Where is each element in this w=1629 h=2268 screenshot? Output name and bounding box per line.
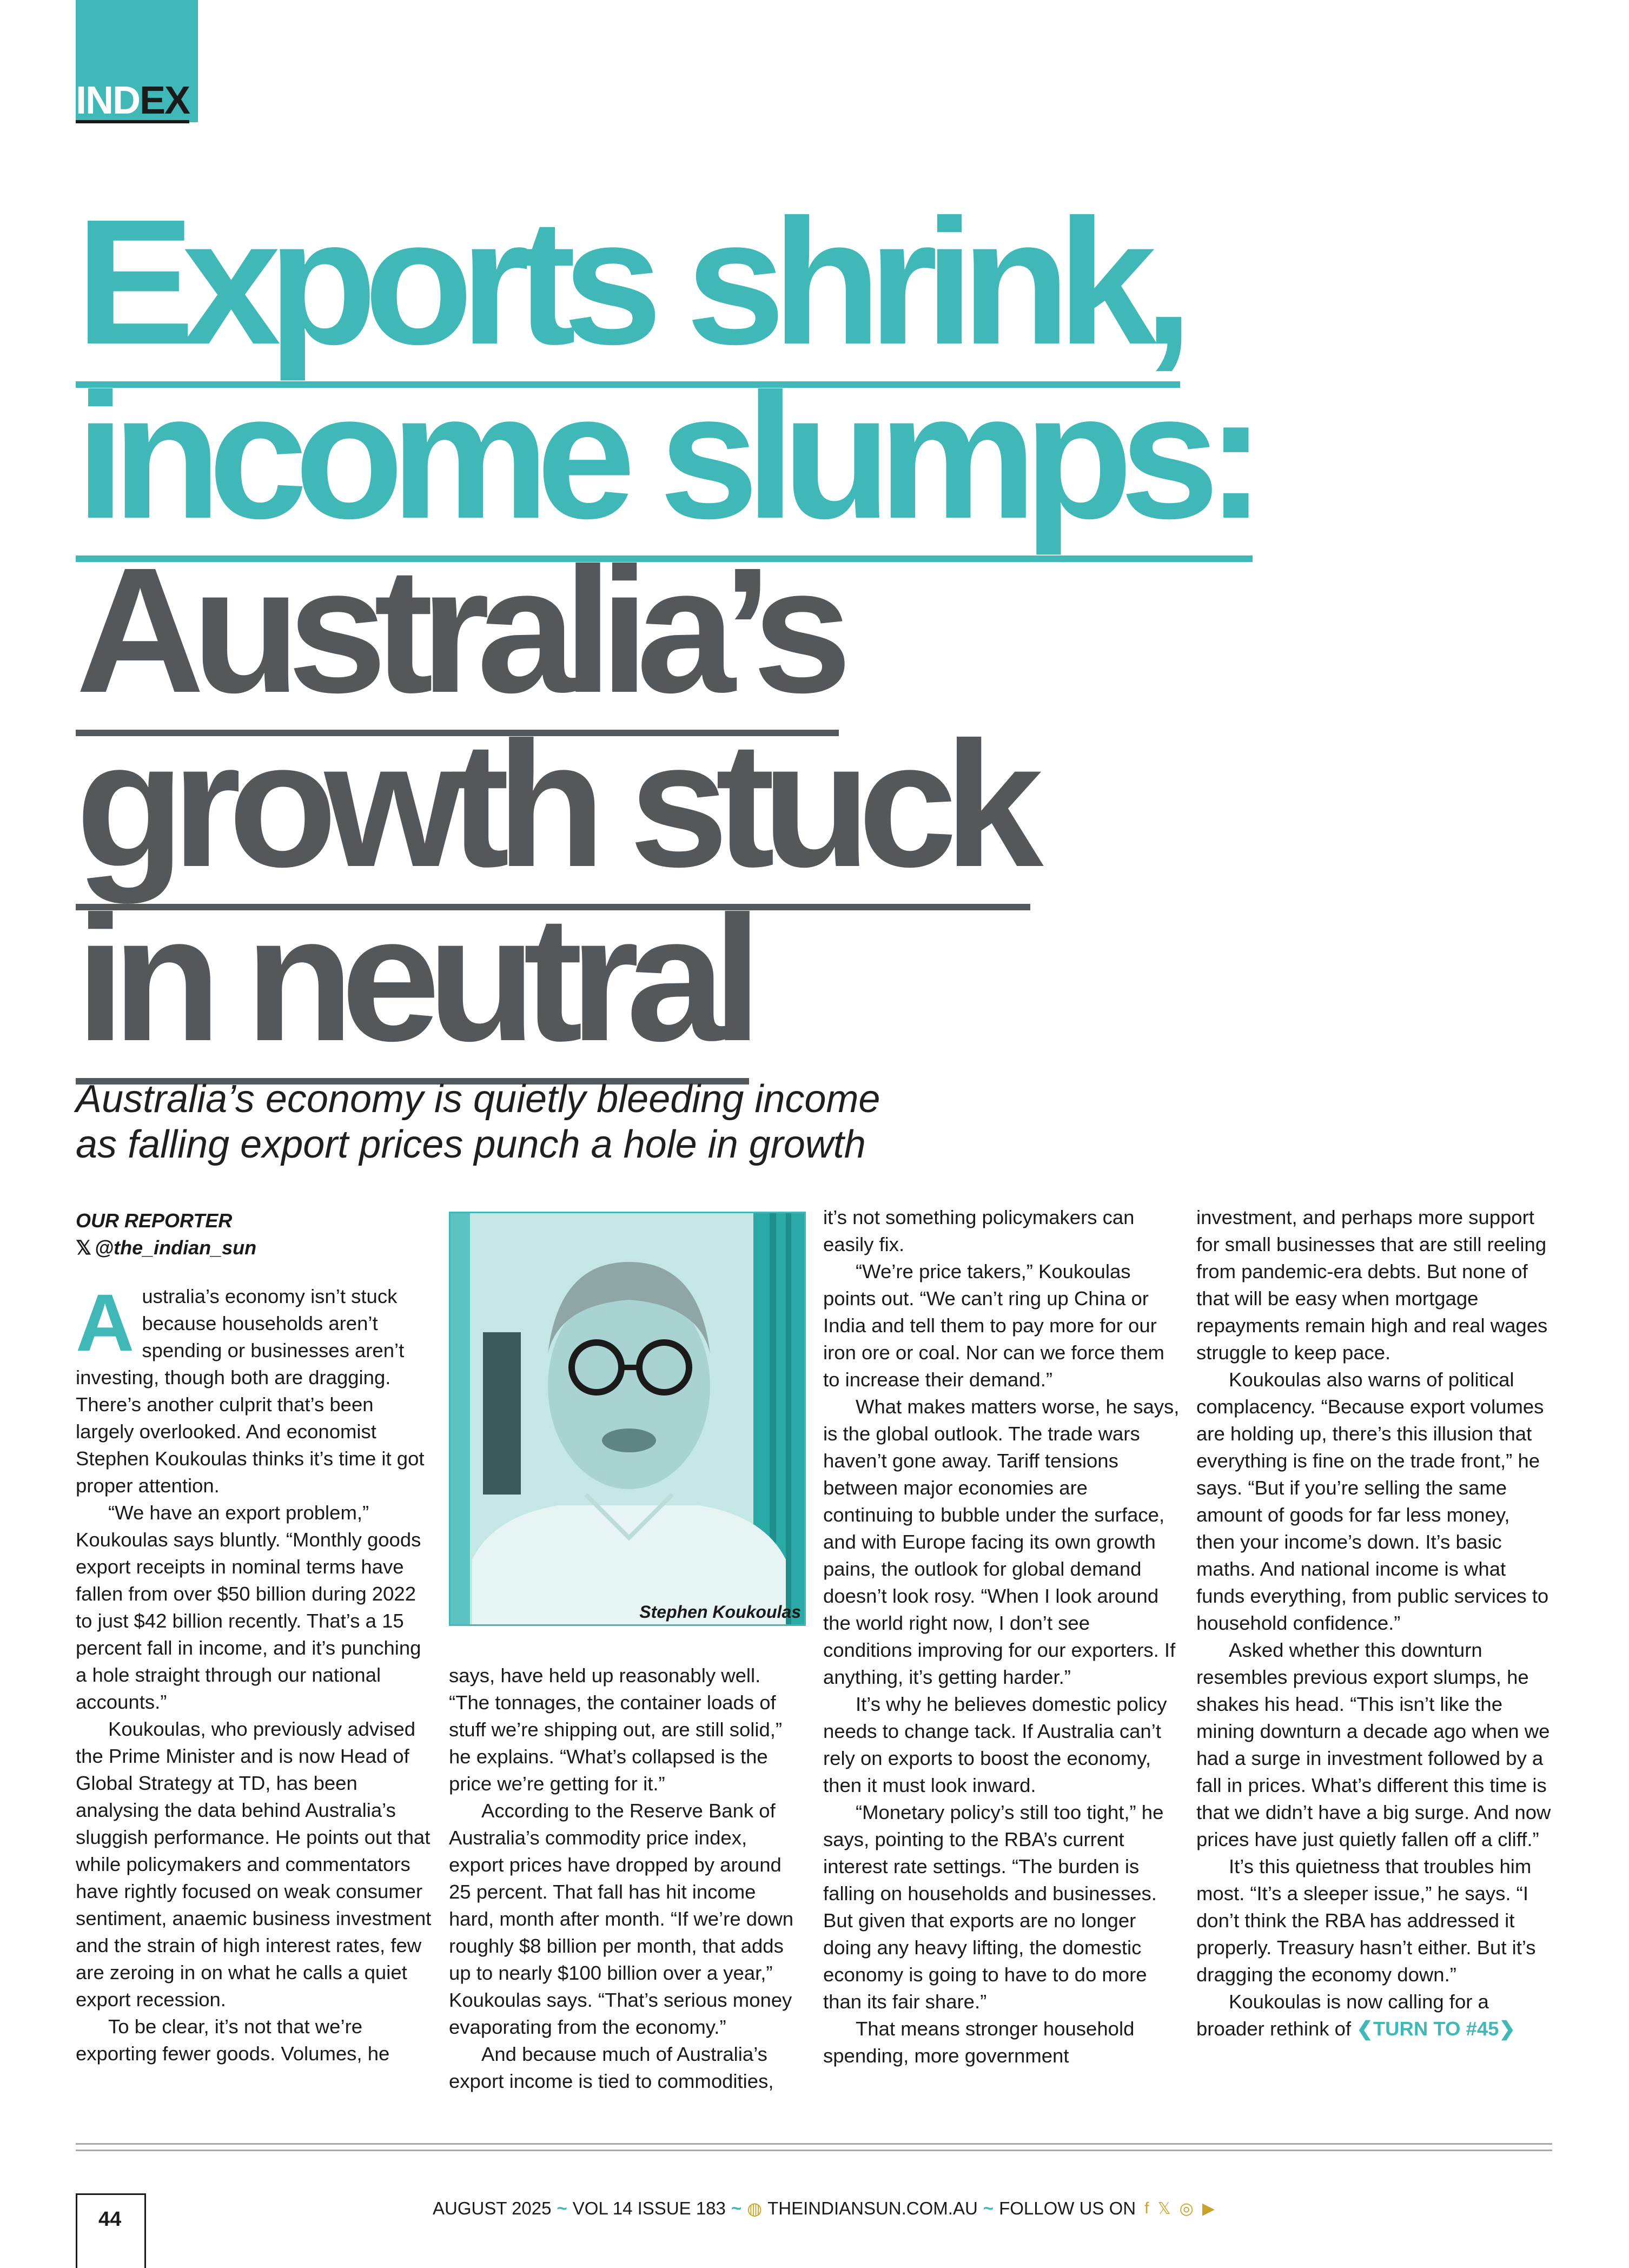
footer-date: AUGUST 2025 [433, 2198, 552, 2218]
instagram-icon[interactable]: ◎ [1179, 2199, 1194, 2218]
zigzag-icon: ~ [731, 2198, 742, 2218]
headline-line-4: growth stuck [76, 717, 1579, 891]
paragraph: That means stronger household spending, more government [823, 2018, 1135, 2067]
facebook-icon[interactable]: f [1144, 2199, 1149, 2217]
article-column-3 [823, 1204, 1180, 2069]
paragraph: According to the Reserve Bank of Australia’s commodity price index, export prices have dropped by around 25 percent. That fall has hit income hard, month after month. “If we’re down roughly $8 billion per month, that adds up to nearly $100 billion over a year,” Koukoulas says. “That’s serious money evaporating from the economy.” [449, 1800, 794, 2038]
paragraph: It’s this quietness that troubles him most. “It’s a sleeper issue,” he says. “I don’t think the RBA has addressed it properly. Treasury hasn’t either. But it’s dragging the economy down.” [1196, 1855, 1536, 1986]
paragraph: Australia’s economy isn’t stuck because households aren’t spending or businesses aren’t investing, though both are dragging. There’s another culprit that’s been largely overlooked. And economist Stephen Koukoulas thinks it’s time it got proper attention. [76, 1277, 425, 1497]
standfirst-line-1: Australia’s economy is quietly bleeding income [76, 1077, 880, 1121]
page-number: 44 [98, 2208, 122, 2231]
paragraph: says, have held up reasonably well. “The tonnages, the container loads of stuff we’re shipping out, are still solid,” he explains. “What’s collapsed is the price we’re getting for it.” [449, 1664, 783, 1795]
section-label [76, 81, 189, 123]
paragraph: Koukoulas is now calling for a broader rethink of ❮TURN TO #45❯ [1196, 1991, 1515, 2040]
paragraph: It’s why he believes domestic policy needs to change tack. If Australia can’t rely on exports to boost the economy, then it must look inward. [823, 1693, 1167, 1796]
section-label-part2: EX [140, 79, 190, 122]
article-column-1 [76, 1277, 433, 2067]
section-label-part1: IND [76, 79, 140, 122]
headline-line-2: income slumps: [76, 369, 1579, 543]
byline-handle-row [76, 1234, 256, 1261]
paragraph: Asked whether this downturn resembles previous export slumps, he shakes his head. “This isn’t like the mining downturn a decade ago when we had a surge in investment followed by a fall in prices. What’s different this time is that we didn’t have a big surge. And now prices have just quietly fallen off a cliff.” [1196, 1639, 1551, 1850]
paragraph: “Monetary policy’s still too tight,” he says, pointing to the RBA’s current interest rate settings. “The burden is falling on households and businesses. But given that exports are no longer doing any heavy lifting, the domestic economy is going to have to do more than its fair share.” [823, 1801, 1164, 2013]
paragraph: investment, and perhaps more support for small businesses that are still reeling from pandemic-era debts. But none of that will be easy when mortgage repayments remain high and real wages struggle to keep pace. [1196, 1206, 1548, 1364]
standfirst [76, 1076, 995, 1167]
photo-caption: Stephen Koukoulas [639, 1602, 801, 1622]
turn-to-link[interactable]: ❮TURN TO #45❯ [1356, 2018, 1515, 2040]
x-icon: 𝕏 [76, 1237, 92, 1259]
article-column-4 [1196, 1204, 1553, 2042]
paragraph: To be clear, it’s not that we’re exporting fewer goods. Volumes, he [76, 2015, 390, 2065]
portrait-illustration [451, 1213, 806, 1626]
article-column-2 [449, 1662, 806, 2095]
drop-cap: A [76, 1277, 135, 1368]
zigzag-icon: ~ [983, 2198, 994, 2218]
byline [76, 1207, 256, 1261]
paragraph: “We’re price takers,” Koukoulas points out. “We can’t ring up China or India and tell them to pay more for our iron ore or coal. Nor can we force them to increase their demand.” [823, 1260, 1164, 1391]
youtube-icon[interactable]: ▶ [1202, 2199, 1215, 2218]
byline-handle: @the_indian_sun [95, 1237, 257, 1259]
paragraph: it’s not something policymakers can easily fix. [823, 1206, 1135, 1255]
globe-icon: ◍ [747, 2199, 763, 2218]
x-icon[interactable]: 𝕏 [1157, 2199, 1171, 2218]
headline [76, 182, 1579, 1078]
footer-website[interactable]: THEINDIANSUN.COM.AU [767, 2198, 978, 2218]
headline-line-1: Exports shrink, [76, 195, 1579, 369]
footer-follow: FOLLOW US ON [999, 2198, 1136, 2218]
paragraph: Koukoulas also warns of political complacency. “Because export volumes are holding up, there’s this illusion that everything is fine on the trade front,” he says. “But if you’re selling the same amount of goods for far less money, then your income’s down. It’s basic maths. And national income is what funds everything, from public services to household confidence.” [1196, 1368, 1549, 1634]
paragraph: And because much of Australia’s export income is tied to commodities, [449, 2043, 774, 2092]
paragraph: What makes matters worse, he says, is the global outlook. The trade wars haven’t gone away. Tariff tensions between major economies are continuing to bubble under the surface, and with Europe facing its own growth pains, the outlook for global demand doesn’t look rosy. “When I look around the world right now, I don’t see conditions improving for our exporters. If anything, it’s getting harder.” [823, 1396, 1180, 1688]
portrait-photo [449, 1212, 806, 1626]
standfirst-line-2: as falling export prices punch a hole in growth [76, 1123, 866, 1166]
headline-line-5: in neutral [76, 891, 1579, 1066]
byline-reporter: OUR REPORTER [76, 1209, 233, 1232]
paragraph: Koukoulas, who previously advised the Prime Minister and is now Head of Global Strategy at TD, has been analysing the data behind Australia’s sluggish performance. He points out that while policymakers and commentators have rightly focused on weak consumer sentiment, anaemic business investment and the strain of high interest rates, few are zeroing in on what he calls a quiet export recession. [76, 1718, 432, 2011]
footer-rule-top [76, 2143, 1552, 2145]
footer-bar [433, 2198, 1215, 2219]
headline-line-3: Australia’s [76, 543, 1579, 717]
paragraph: “We have an export problem,” Koukoulas says bluntly. “Monthly goods export receipts in nominal terms have fallen from over $50 billion during 2022 to just $42 billion recently. That’s a 15 percent fall in income, and it’s punching a hole straight through our national accounts.” [76, 1502, 421, 1713]
footer-rule-bottom [76, 2150, 1552, 2151]
zigzag-icon: ~ [557, 2198, 567, 2218]
footer-issue: VOL 14 ISSUE 183 [572, 2198, 726, 2218]
